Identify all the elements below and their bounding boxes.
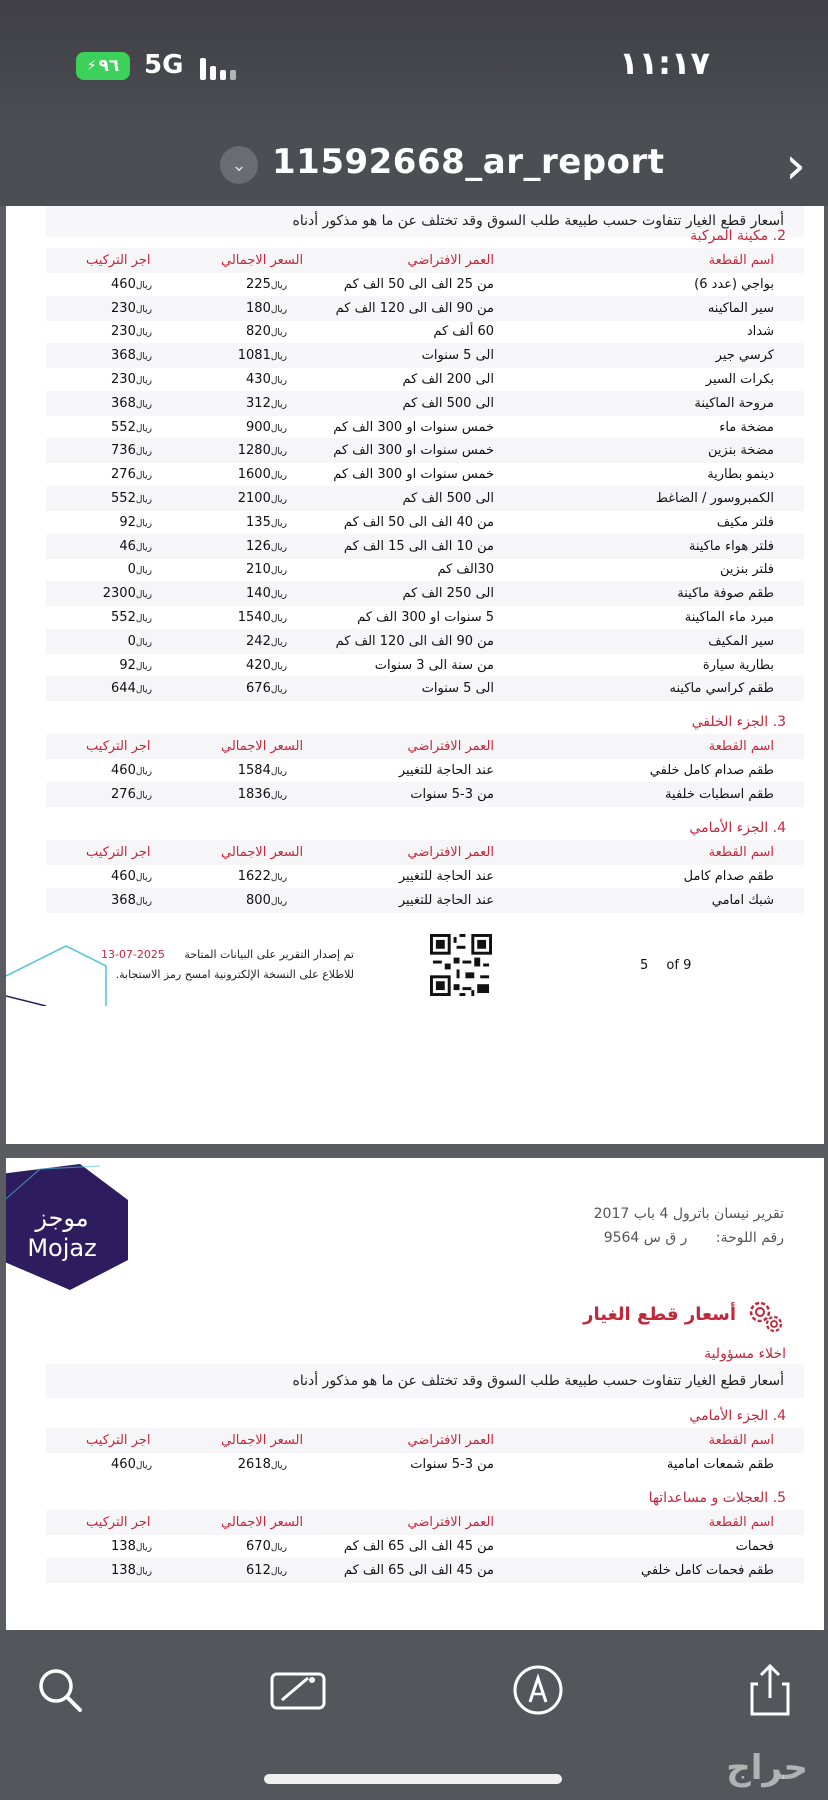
share-icon[interactable] bbox=[740, 1660, 800, 1720]
part-lifespan: الى 500 الف كم bbox=[402, 491, 494, 506]
currency-label: ريال bbox=[270, 767, 287, 777]
part-total-price-value: 180 bbox=[246, 300, 271, 316]
part-total-price bbox=[221, 1457, 291, 1472]
part-total-price-value: 612 bbox=[246, 1563, 271, 1578]
header-total-price: السعر الاجمالي bbox=[221, 253, 304, 268]
battery-indicator bbox=[76, 52, 130, 80]
part-install-fee bbox=[86, 348, 156, 363]
search-icon[interactable] bbox=[30, 1660, 90, 1720]
header-total-price: السعر الاجمالي bbox=[221, 1515, 304, 1530]
header-lifespan: العمر الافتراضي bbox=[407, 1515, 494, 1530]
part-total-price bbox=[221, 893, 291, 908]
currency-label: ريال bbox=[270, 1461, 287, 1471]
currency-label: ريال bbox=[135, 495, 152, 505]
part-install-fee bbox=[86, 586, 156, 601]
table-header-row bbox=[46, 734, 804, 759]
part-total-price-value: 1280 bbox=[237, 443, 271, 459]
part-install-fee-value: 92 bbox=[119, 514, 136, 530]
annotate-pen-icon[interactable] bbox=[508, 1660, 568, 1720]
table-row bbox=[46, 319, 804, 344]
part-lifespan: من 3-5 سنوات bbox=[410, 787, 494, 802]
charging-bolt-icon: ⚡ bbox=[86, 58, 97, 74]
section-front-title: 4. الجزء الأمامي bbox=[689, 820, 786, 836]
part-lifespan: عند الحاجة للتغيير bbox=[398, 763, 494, 778]
part-install-fee-value: 138 bbox=[111, 1563, 136, 1578]
header-part-name: اسم القطعة bbox=[708, 253, 774, 268]
part-total-price-value: 1836 bbox=[237, 787, 271, 802]
footer-issued-text bbox=[101, 948, 354, 961]
part-lifespan: الى 500 الف كم bbox=[402, 395, 494, 411]
document-title-bar bbox=[0, 130, 828, 206]
part-total-price-value: 1081 bbox=[237, 348, 271, 364]
header-total-price: السعر الاجمالي bbox=[221, 739, 304, 754]
document-title[interactable]: 11592668_ar_report bbox=[272, 142, 665, 182]
footer-scan-text: للاطلاع على النسخة الإلكترونية امسح رمز الاستجابة. bbox=[115, 968, 354, 981]
part-total-price bbox=[221, 372, 291, 387]
part-name: طقم اسطبات خلفية bbox=[665, 787, 774, 802]
battery-level: ٩٦ bbox=[98, 56, 120, 76]
part-name: الكمبروسور / الضاغط bbox=[655, 491, 774, 506]
logo-english: Mojaz bbox=[27, 1234, 97, 1262]
currency-label: ريال bbox=[135, 614, 152, 624]
part-total-price-value: 126 bbox=[246, 538, 271, 554]
part-install-fee-value: 460 bbox=[111, 869, 136, 884]
markup-icon[interactable] bbox=[268, 1660, 328, 1720]
currency-label: ريال bbox=[270, 399, 287, 410]
table-row bbox=[46, 534, 804, 559]
part-install-fee-value: 368 bbox=[111, 395, 136, 411]
part-total-price bbox=[221, 443, 291, 458]
part-install-fee bbox=[86, 763, 156, 778]
currency-label: ريال bbox=[270, 471, 287, 482]
currency-label: ريال bbox=[270, 542, 287, 553]
part-lifespan: الى 5 سنوات bbox=[421, 348, 494, 364]
part-lifespan: من 10 الف الى 15 الف كم bbox=[343, 538, 494, 554]
currency-label: ريال bbox=[135, 542, 152, 553]
part-lifespan: من سنة الى 3 سنوات bbox=[374, 657, 494, 673]
table-row bbox=[46, 367, 804, 392]
header-install-fee: اجر التركيب bbox=[86, 845, 151, 860]
part-name: سير المكيف bbox=[708, 633, 774, 649]
currency-label: ريال bbox=[270, 637, 287, 648]
pdf-page-6 bbox=[6, 1158, 824, 1630]
currency-label: ريال bbox=[270, 1543, 287, 1553]
part-install-fee bbox=[86, 324, 156, 339]
header-part-name: اسم القطعة bbox=[708, 739, 774, 754]
part-lifespan: من 45 الف الى 65 الف كم bbox=[343, 1539, 494, 1554]
status-bar bbox=[0, 0, 828, 130]
part-lifespan: 30الف كم bbox=[437, 562, 494, 578]
currency-label: ريال bbox=[270, 495, 287, 505]
part-install-fee bbox=[86, 1563, 156, 1578]
part-lifespan: من 40 الف الى 50 الف كم bbox=[343, 514, 494, 530]
part-lifespan: من 90 الف الى 120 الف كم bbox=[335, 300, 494, 316]
part-name: سير الماكينه bbox=[707, 300, 774, 316]
footer-issued: تم إصدار التقرير على البيانات المتاحة bbox=[184, 948, 354, 961]
page-indicator bbox=[640, 958, 691, 973]
table-row bbox=[46, 888, 804, 913]
part-lifespan: 60 ألف كم bbox=[433, 324, 494, 340]
table-row bbox=[46, 438, 804, 463]
table-header-row bbox=[46, 840, 804, 865]
title-menu-button[interactable] bbox=[220, 146, 258, 184]
currency-label: ريال bbox=[135, 566, 152, 577]
part-name: طقم شمعات امامية bbox=[666, 1457, 774, 1472]
part-name: شبك امامي bbox=[711, 893, 774, 908]
part-total-price bbox=[221, 396, 291, 411]
haraj-watermark: حراج bbox=[726, 1748, 808, 1788]
part-total-price bbox=[221, 681, 291, 696]
header-install-fee: اجر التركيب bbox=[86, 253, 151, 268]
part-lifespan: عند الحاجة للتغيير bbox=[398, 869, 494, 884]
currency-label: ريال bbox=[270, 614, 287, 624]
next-document-button[interactable] bbox=[785, 136, 806, 196]
currency-label: ريال bbox=[135, 352, 152, 363]
part-total-price bbox=[221, 348, 291, 363]
part-install-fee bbox=[86, 893, 156, 908]
part-name: مضخة ماء bbox=[719, 419, 774, 435]
table-header-row bbox=[46, 1428, 804, 1453]
currency-label: ريال bbox=[270, 1567, 287, 1577]
part-name: دينمو بطارية bbox=[707, 467, 774, 483]
section-rear-title: 3. الجزء الخلفي bbox=[691, 714, 786, 730]
part-name: طقم صدام كامل خلفي bbox=[649, 763, 774, 778]
part-total-price bbox=[221, 515, 291, 530]
table-row bbox=[46, 581, 804, 606]
header-install-fee: اجر التركيب bbox=[86, 739, 151, 754]
part-install-fee bbox=[86, 491, 156, 506]
currency-label: ريال bbox=[270, 328, 287, 339]
part-install-fee bbox=[86, 562, 156, 577]
part-total-price-value: 900 bbox=[246, 419, 271, 435]
part-install-fee-value: 552 bbox=[111, 610, 136, 625]
part-total-price bbox=[221, 586, 291, 601]
part-total-price-value: 225 bbox=[246, 276, 271, 292]
table-row bbox=[46, 629, 804, 654]
currency-label: ريال bbox=[270, 423, 287, 434]
table-row bbox=[46, 676, 804, 701]
part-total-price bbox=[221, 658, 291, 673]
part-total-price-value: 135 bbox=[246, 514, 271, 530]
part-name: فحمات bbox=[735, 1539, 774, 1554]
part-name: فلتر بنزين bbox=[720, 562, 774, 578]
part-total-price bbox=[221, 420, 291, 435]
table-row bbox=[46, 1558, 804, 1583]
table-row bbox=[46, 415, 804, 440]
part-total-price bbox=[221, 539, 291, 554]
part-total-price-value: 242 bbox=[246, 633, 271, 649]
part-install-fee-value: 138 bbox=[111, 1539, 136, 1554]
currency-label: ريال bbox=[135, 376, 152, 386]
part-install-fee bbox=[86, 539, 156, 554]
part-name: مبرد ماء الماكينة bbox=[684, 610, 774, 625]
page-number: 5 bbox=[640, 958, 649, 973]
header-lifespan: العمر الافتراضي bbox=[407, 1433, 494, 1448]
part-total-price bbox=[221, 277, 291, 292]
header-lifespan: العمر الافتراضي bbox=[407, 739, 494, 754]
table-row bbox=[46, 462, 804, 487]
currency-label: ريال bbox=[135, 447, 152, 458]
part-lifespan: من 25 الف الى 50 الف كم bbox=[343, 276, 494, 292]
table-row bbox=[46, 296, 804, 321]
part-total-price-value: 1622 bbox=[237, 869, 271, 884]
table-row bbox=[46, 653, 804, 678]
part-install-fee bbox=[86, 277, 156, 292]
part-total-price-value: 140 bbox=[246, 586, 271, 602]
currency-label: ريال bbox=[135, 1567, 152, 1577]
part-install-fee bbox=[86, 681, 156, 696]
part-install-fee-value: 552 bbox=[111, 491, 136, 506]
part-install-fee bbox=[86, 869, 156, 884]
part-install-fee bbox=[86, 420, 156, 435]
part-total-price-value: 820 bbox=[246, 324, 271, 340]
currency-label: ريال bbox=[270, 590, 287, 601]
part-install-fee-value: 230 bbox=[111, 300, 136, 316]
clock: ١١:١٧ bbox=[619, 44, 710, 82]
part-total-price-value: 1584 bbox=[237, 763, 271, 778]
disclaimer-notice: أسعار قطع الغيار تتفاوت حسب طبيعة طلب السوق وقد تختلف عن ما هو مذكور أدناه bbox=[46, 206, 804, 237]
currency-label: ريال bbox=[270, 873, 287, 883]
part-lifespan: 5 سنوات او 300 الف كم bbox=[357, 610, 494, 625]
part-total-price-value: 420 bbox=[246, 657, 271, 673]
table-row bbox=[46, 557, 804, 582]
mojaz-logo bbox=[6, 1164, 128, 1290]
part-install-fee bbox=[86, 658, 156, 673]
part-install-fee-value: 276 bbox=[111, 787, 136, 802]
part-lifespan: الى 5 سنوات bbox=[421, 681, 494, 697]
part-install-fee-value: 460 bbox=[111, 276, 136, 292]
table-row bbox=[46, 343, 804, 368]
part-lifespan: خمس سنوات او 300 الف كم bbox=[333, 467, 494, 483]
section-front-title-2: 4. الجزء الأمامي bbox=[689, 1408, 786, 1424]
part-lifespan: من 90 الف الى 120 الف كم bbox=[335, 633, 494, 649]
header-total-price: السعر الاجمالي bbox=[221, 1433, 304, 1448]
part-total-price bbox=[221, 301, 291, 316]
header-lifespan: العمر الافتراضي bbox=[407, 845, 494, 860]
currency-label: ريال bbox=[135, 399, 152, 410]
part-install-fee-value: 46 bbox=[119, 538, 136, 554]
corner-lines-decoration bbox=[6, 936, 116, 1006]
part-name: مروحة الماكينة bbox=[694, 395, 774, 411]
part-install-fee-value: 368 bbox=[111, 893, 136, 908]
currency-label: ريال bbox=[270, 685, 287, 696]
table-row bbox=[46, 1534, 804, 1559]
section-engine-title: 2. مكينة المركبة bbox=[690, 228, 786, 244]
table-header-row bbox=[46, 248, 804, 273]
part-total-price bbox=[221, 763, 291, 778]
home-indicator[interactable] bbox=[264, 1774, 562, 1784]
currency-label: ريال bbox=[135, 685, 152, 696]
disclaimer-heading-2: اخلاء مسؤولية bbox=[704, 1346, 786, 1362]
part-total-price-value: 676 bbox=[246, 681, 271, 697]
part-lifespan: من 3-5 سنوات bbox=[410, 1457, 494, 1472]
currency-label: ريال bbox=[135, 873, 152, 883]
part-install-fee-value: 644 bbox=[111, 681, 136, 697]
part-install-fee-value: 460 bbox=[111, 1457, 136, 1472]
section-wheels-title: 5. العجلات و مساعداتها bbox=[648, 1490, 786, 1506]
part-install-fee-value: 368 bbox=[111, 348, 136, 364]
part-total-price-value: 2618 bbox=[237, 1457, 271, 1472]
header-total-price: السعر الاجمالي bbox=[221, 845, 304, 860]
part-total-price-value: 2100 bbox=[237, 491, 271, 506]
currency-label: ريال bbox=[135, 280, 152, 291]
part-total-price bbox=[221, 467, 291, 482]
part-install-fee bbox=[86, 1457, 156, 1472]
table-row bbox=[46, 605, 804, 630]
part-install-fee-value: 230 bbox=[111, 372, 136, 387]
currency-label: ريال bbox=[135, 637, 152, 648]
part-install-fee bbox=[86, 372, 156, 387]
part-total-price bbox=[221, 787, 291, 802]
part-install-fee bbox=[86, 301, 156, 316]
part-total-price-value: 800 bbox=[246, 893, 271, 908]
table-row bbox=[46, 758, 804, 783]
part-total-price bbox=[221, 491, 291, 506]
part-lifespan: الى 200 الف كم bbox=[402, 372, 494, 387]
table-row bbox=[46, 864, 804, 889]
spare-parts-heading: أسعار قطع الغيار bbox=[583, 1304, 736, 1325]
part-total-price-value: 430 bbox=[246, 372, 271, 387]
part-name: بطارية سيارة bbox=[702, 657, 774, 673]
chevron-right-icon: › bbox=[785, 136, 806, 196]
currency-label: ريال bbox=[270, 304, 287, 315]
part-install-fee-value: 0 bbox=[127, 562, 136, 578]
part-lifespan: عند الحاجة للتغيير bbox=[398, 893, 494, 908]
chevron-down-icon: ⌄ bbox=[231, 154, 247, 176]
plate-label: رقم اللوحة: bbox=[715, 1230, 784, 1246]
part-lifespan: الى 250 الف كم bbox=[402, 586, 494, 602]
part-name: فلتر هواء ماكينة bbox=[688, 538, 774, 554]
part-install-fee-value: 2300 bbox=[102, 586, 136, 602]
currency-label: ريال bbox=[270, 280, 287, 291]
plate-line bbox=[604, 1230, 784, 1246]
part-install-fee-value: 460 bbox=[111, 763, 136, 778]
part-lifespan: خمس سنوات او 300 الف كم bbox=[333, 443, 494, 459]
part-name: فلتر مكيف bbox=[716, 514, 774, 530]
part-name: بكرات السير bbox=[705, 372, 774, 387]
logo-arabic: موجز bbox=[35, 1204, 89, 1232]
part-install-fee-value: 276 bbox=[111, 467, 136, 483]
part-total-price bbox=[221, 610, 291, 625]
part-name: شداد bbox=[746, 324, 774, 340]
network-type: 5G bbox=[144, 50, 184, 80]
currency-label: ريال bbox=[135, 590, 152, 601]
part-total-price bbox=[221, 1563, 291, 1578]
part-name: طقم صدام كامل bbox=[683, 869, 774, 884]
part-install-fee bbox=[86, 1539, 156, 1554]
part-name: بواجي (عدد 6) bbox=[694, 276, 774, 292]
table-row bbox=[46, 1452, 804, 1477]
gears-icon bbox=[746, 1296, 786, 1336]
part-total-price bbox=[221, 634, 291, 649]
part-install-fee bbox=[86, 443, 156, 458]
currency-label: ريال bbox=[270, 447, 287, 458]
table-row bbox=[46, 782, 804, 807]
disclaimer-notice-2: أسعار قطع الغيار تتفاوت حسب طبيعة طلب السوق وقد تختلف عن ما هو مذكور أدناه bbox=[46, 1364, 804, 1398]
qr-code[interactable] bbox=[430, 934, 492, 996]
currency-label: ريال bbox=[135, 897, 152, 907]
part-total-price bbox=[221, 1539, 291, 1554]
part-total-price bbox=[221, 869, 291, 884]
currency-label: ريال bbox=[135, 328, 152, 339]
part-install-fee-value: 92 bbox=[119, 657, 136, 673]
report-title: تقرير نيسان باترول 4 باب 2017 bbox=[593, 1206, 784, 1222]
footer-date: 2025-07-13 bbox=[100, 948, 165, 961]
header-install-fee: اجر التركيب bbox=[86, 1433, 151, 1448]
part-name: طقم كراسي ماكينه bbox=[669, 681, 774, 697]
table-header-row bbox=[46, 1510, 804, 1535]
header-part-name: اسم القطعة bbox=[708, 845, 774, 860]
part-name: طقم فحمات كامل خلفي bbox=[640, 1563, 774, 1578]
currency-label: ريال bbox=[135, 791, 152, 801]
part-install-fee-value: 230 bbox=[111, 324, 136, 340]
header-lifespan: العمر الافتراضي bbox=[407, 253, 494, 268]
table-row bbox=[46, 510, 804, 535]
part-total-price bbox=[221, 562, 291, 577]
header-install-fee: اجر التركيب bbox=[86, 1515, 151, 1530]
part-name: طقم صوفة ماكينة bbox=[677, 586, 774, 602]
part-install-fee-value: 736 bbox=[111, 443, 136, 459]
part-install-fee-value: 552 bbox=[111, 419, 136, 435]
table-row bbox=[46, 272, 804, 297]
part-total-price bbox=[221, 324, 291, 339]
part-install-fee bbox=[86, 610, 156, 625]
currency-label: ريال bbox=[135, 1543, 152, 1553]
part-lifespan: من 45 الف الى 65 الف كم bbox=[343, 1563, 494, 1578]
currency-label: ريال bbox=[270, 661, 287, 672]
header-part-name: اسم القطعة bbox=[708, 1515, 774, 1530]
header-part-name: اسم القطعة bbox=[708, 1433, 774, 1448]
currency-label: ريال bbox=[135, 661, 152, 672]
currency-label: ريال bbox=[270, 897, 287, 907]
pdf-page-5 bbox=[6, 206, 824, 1144]
part-lifespan: خمس سنوات او 300 الف كم bbox=[333, 419, 494, 435]
currency-label: ريال bbox=[135, 518, 152, 529]
currency-label: ريال bbox=[270, 566, 287, 577]
part-total-price-value: 210 bbox=[246, 562, 271, 578]
part-name: مضخة بنزين bbox=[708, 443, 774, 459]
part-install-fee bbox=[86, 634, 156, 649]
currency-label: ريال bbox=[270, 791, 287, 801]
part-install-fee bbox=[86, 787, 156, 802]
table-row bbox=[46, 486, 804, 511]
page-total: of 9 bbox=[666, 958, 692, 973]
part-name: كرسي جير bbox=[715, 348, 774, 364]
currency-label: ريال bbox=[270, 376, 287, 386]
currency-label: ريال bbox=[135, 304, 152, 315]
signal-bars-icon bbox=[200, 54, 240, 80]
currency-label: ريال bbox=[135, 423, 152, 434]
currency-label: ريال bbox=[135, 471, 152, 482]
part-install-fee bbox=[86, 396, 156, 411]
currency-label: ريال bbox=[135, 767, 152, 777]
table-row bbox=[46, 391, 804, 416]
currency-label: ريال bbox=[270, 518, 287, 529]
currency-label: ريال bbox=[135, 1461, 152, 1471]
part-install-fee bbox=[86, 467, 156, 482]
currency-label: ريال bbox=[270, 352, 287, 363]
part-install-fee bbox=[86, 515, 156, 530]
part-total-price-value: 1540 bbox=[237, 610, 271, 625]
part-total-price-value: 1600 bbox=[237, 467, 271, 483]
plate-value: ر ق س 9564 bbox=[603, 1230, 688, 1246]
part-total-price-value: 312 bbox=[246, 395, 271, 411]
part-total-price-value: 670 bbox=[246, 1539, 271, 1554]
part-install-fee-value: 0 bbox=[127, 633, 136, 649]
